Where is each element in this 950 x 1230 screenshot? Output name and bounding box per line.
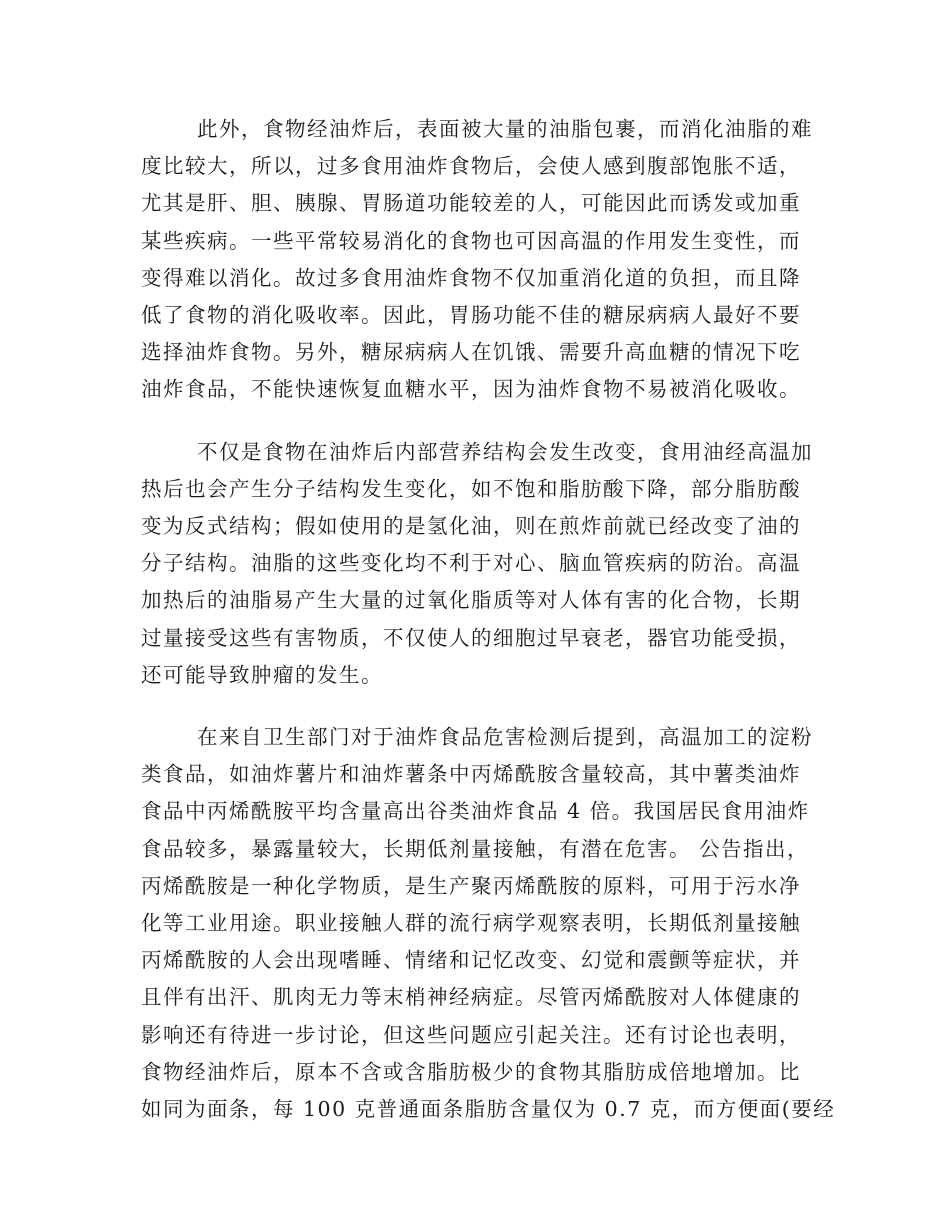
paragraph-acrylamide-hazard xyxy=(141,719,836,1128)
text-line: 分子结构。油脂的这些变化均不利于对心、脑血管疾病的防治。高温 xyxy=(141,551,801,576)
text-line: 还可能导致肿瘤的发生。 xyxy=(141,662,383,687)
text-line: 加热后的油脂易产生大量的过氧化脂质等对人体有害的化合物，长期 xyxy=(141,588,801,613)
text-line: 在来自卫生部门对于油炸食品危害检测后提到，高温加工的淀粉 xyxy=(197,725,813,750)
text-line: 食品较多，暴露量较大，长期低剂量接触，有潜在危害。 公告指出， xyxy=(141,836,810,861)
text-line: 食品中丙烯酰胺平均含量高出谷类油炸食品 4 倍。我国居民食用油炸 xyxy=(141,799,810,824)
text-line: 丙烯酰胺是一种化学物质，是生产聚丙烯酰胺的原料，可用于污水净 xyxy=(141,873,801,898)
text-line: 变得难以消化。故过多食用油炸食物不仅加重消化道的负担，而且降 xyxy=(141,265,801,290)
text-line: 且伴有出汗、肌肉无力等末梢神经病症。尽管丙烯酰胺对人体健康的 xyxy=(141,985,801,1010)
text-line: 低了食物的消化吸收率。因此，胃肠功能不佳的糖尿病病人最好不要 xyxy=(141,303,801,328)
text-line: 选择油炸食物。另外，糖尿病病人在饥饿、需要升高血糖的情况下吃 xyxy=(141,340,801,365)
paragraph-fried-food-digestion xyxy=(141,111,813,409)
paragraph-oil-structure-change xyxy=(141,434,813,694)
text-line: 类食品，如油炸薯片和油炸薯条中丙烯酰胺含量较高，其中薯类油炸 xyxy=(141,762,801,787)
text-line: 变为反式结构；假如使用的是氢化油，则在煎炸前就已经改变了油的 xyxy=(141,514,801,539)
text-line: 如同为面条，每 100 克普通面条脂肪含量仅为 0.7 克，而方便面(要经 xyxy=(141,1097,836,1122)
text-line: 化等工业用途。职业接触人群的流行病学观察表明，长期低剂量接触 xyxy=(141,911,801,936)
text-line: 丙烯酰胺的人会出现嗜睡、情绪和记忆改变、幻觉和震颤等症状，并 xyxy=(141,948,801,973)
text-line: 此外，食物经油炸后，表面被大量的油脂包裹，而消化油脂的难 xyxy=(197,117,813,141)
text-line: 某些疾病。一些平常较易消化的食物也可因高温的作用发生变性，而 xyxy=(141,228,801,253)
text-line: 度比较大，所以，过多食用油炸食物后，会使人感到腹部饱胀不适， xyxy=(141,154,801,179)
text-line: 食物经油炸后，原本不含或含脂肪极少的食物其脂肪成倍地增加。比 xyxy=(141,1059,801,1084)
text-line: 过量接受这些有害物质，不仅使人的细胞过早衰老，器官功能受损， xyxy=(141,625,801,650)
text-line: 不仅是食物在油炸后内部营养结构会发生改变，食用油经高温加 xyxy=(197,439,813,464)
text-line: 尤其是肝、胆、胰腺、胃肠道功能较差的人，可能因此而诱发或加重 xyxy=(141,191,801,216)
text-line: 热后也会产生分子结构发生变化，如不饱和脂肪酸下降，部分脂肪酸 xyxy=(141,476,801,501)
document-body xyxy=(141,111,836,1153)
text-line: 影响还有待进一步讨论，但这些问题应引起关注。还有讨论也表明， xyxy=(141,1022,801,1047)
text-line: 油炸食品，不能快速恢复血糖水平，因为油炸食物不易被消化吸收。 xyxy=(141,377,801,402)
